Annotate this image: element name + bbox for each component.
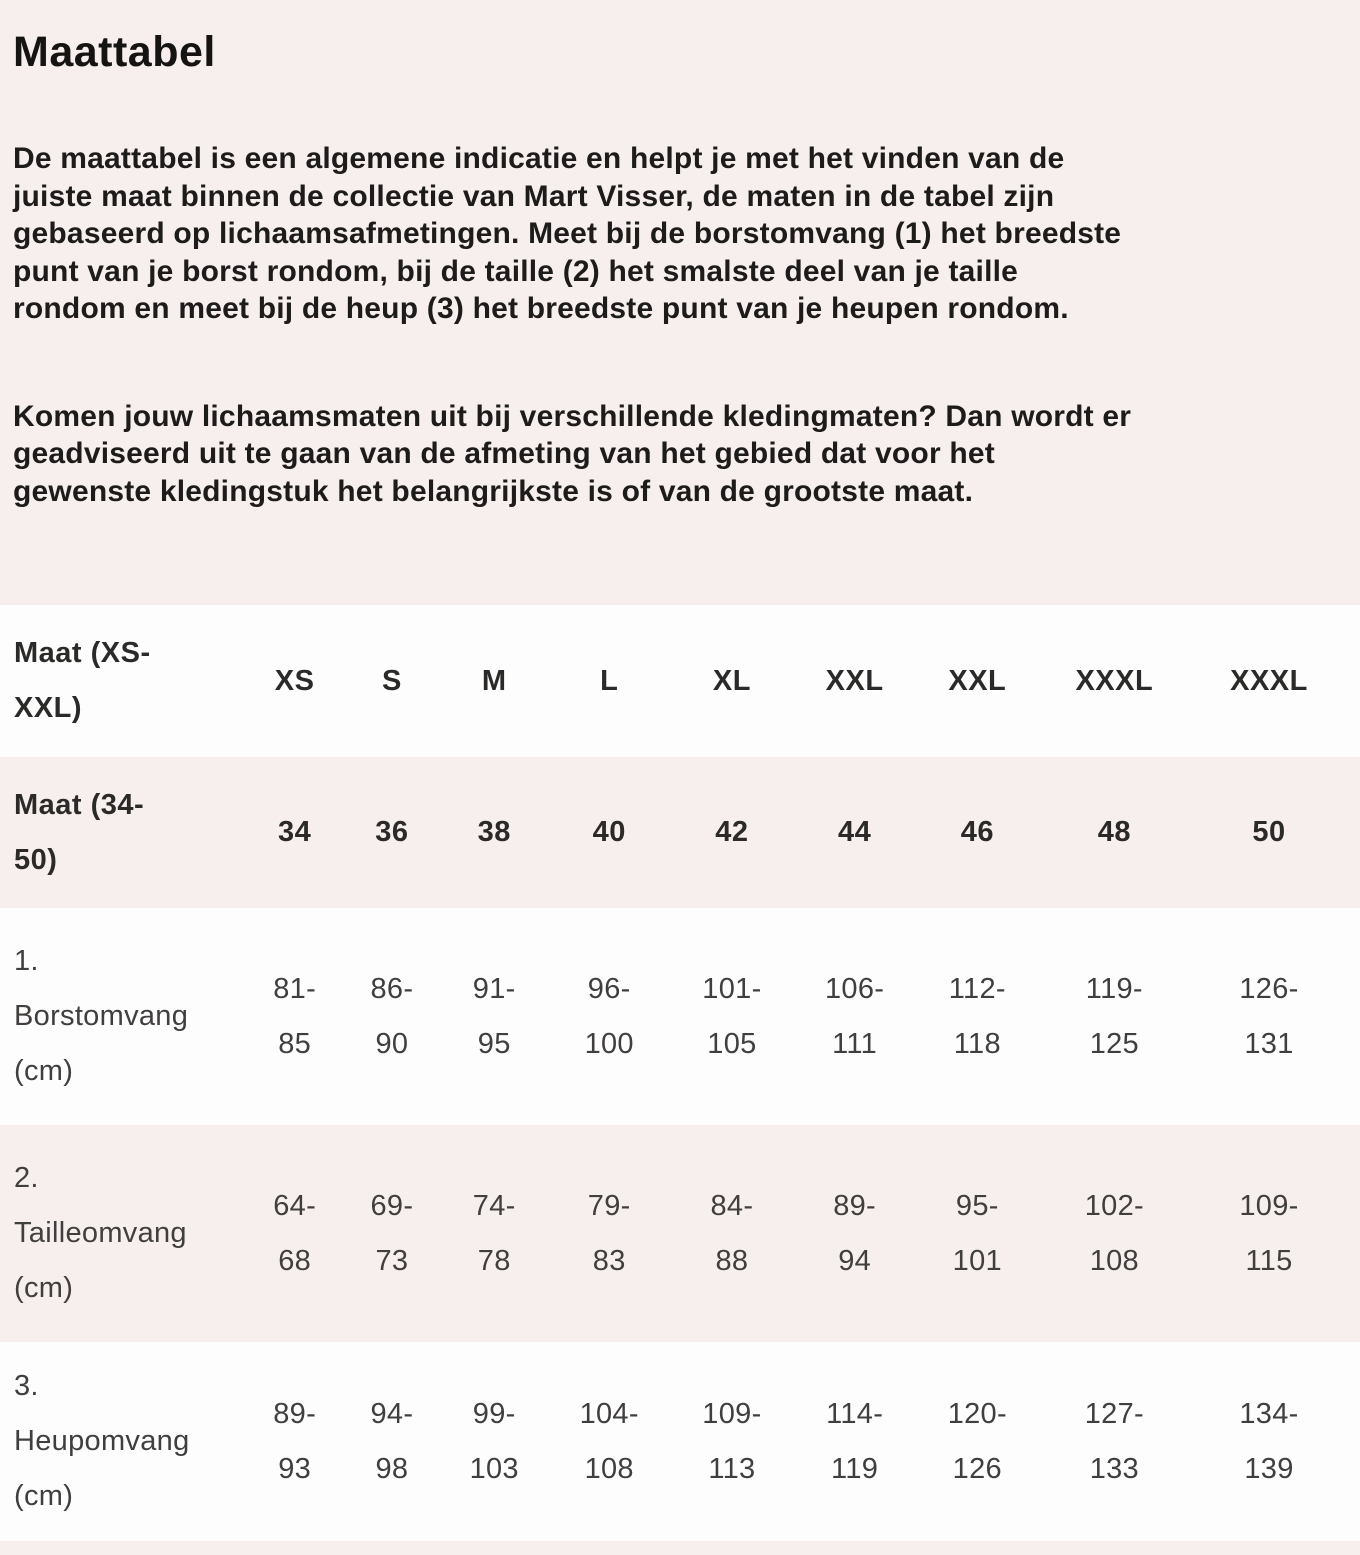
text-line: gebaseerd op lichaamsafmetingen. Meet bij de borstomvang (1) het breedste [13,217,1122,250]
size-value-cell [916,605,1039,757]
label-line: Tailleomvang [14,1217,187,1249]
value-line: XXL [825,664,884,697]
value-line: 126 [952,1452,1002,1485]
label-line: Maat (XS- [14,637,151,669]
value-line: 79- [587,1189,631,1222]
value-line: 108 [1089,1244,1139,1277]
value-line: 112- [948,972,1006,1005]
table-row-maat-numbers [0,757,1360,908]
value-line: 85 [278,1027,312,1060]
size-value-cell [441,908,548,1125]
size-value-cell [793,1125,916,1342]
value-line: 104- [579,1397,639,1430]
value-line: 81- [273,972,317,1005]
value-line: 108 [584,1452,634,1485]
size-value-cell [1190,1342,1360,1541]
label-line: (cm) [14,1055,74,1087]
size-value-cell [1039,605,1190,757]
size-value-cell [1039,1125,1190,1342]
value-line: 111 [832,1027,878,1060]
value-line: 134- [1239,1397,1299,1430]
label-line: XXL) [14,692,83,724]
value-line: 133 [1089,1452,1139,1485]
value-line: 64- [273,1189,317,1222]
value-line: 74- [472,1189,516,1222]
size-table [0,605,1360,1541]
label-line: (cm) [14,1272,74,1304]
size-value-cell [246,1125,343,1342]
value-line: 120- [947,1397,1007,1430]
value-line: 91- [472,972,516,1005]
size-value-cell [793,605,916,757]
value-line: S [382,664,402,697]
value-line: 88 [715,1244,749,1277]
size-value-cell [548,908,671,1125]
value-line: 114- [826,1397,884,1430]
size-value-cell [1039,757,1190,908]
size-value-cell [246,908,343,1125]
value-line: 73 [375,1244,409,1277]
intro-section [0,0,1360,510]
value-line: 131 [1244,1027,1294,1060]
value-line: M [481,664,507,697]
label-line: 1. [14,945,39,977]
value-line: 109- [1239,1189,1299,1222]
size-value-cell [441,605,548,757]
value-line: 95 [477,1027,511,1060]
size-value-cell [793,908,916,1125]
size-value-cell [671,757,794,908]
value-line: 44 [837,816,872,848]
size-value-cell [671,1125,794,1342]
size-value-cell [671,605,794,757]
value-line: 115 [1245,1244,1293,1277]
row-label-maat-numbers [0,757,246,908]
value-line: XXXL [1230,664,1308,697]
value-line: 101 [952,1244,1002,1277]
value-line: 46 [960,816,994,848]
intro-paragraph [13,140,1347,328]
size-value-cell [1190,1125,1360,1342]
value-line: 89- [273,1397,317,1430]
size-value-cell [671,1342,794,1541]
size-value-cell [246,757,343,908]
value-line: 99- [472,1397,516,1430]
value-line: 127- [1084,1397,1144,1430]
size-value-cell [916,1342,1039,1541]
value-line: 89- [833,1189,877,1222]
text-line: gewenste kledingstuk het belangrijkste is of van de grootste maat. [13,474,974,508]
advice-paragraph [13,398,1347,511]
value-line: 101- [702,972,762,1005]
row-label-borstomvang [0,908,246,1125]
table-row-heupomvang [0,1342,1360,1541]
label-line: Heupomvang [14,1425,190,1457]
value-line: 139 [1244,1452,1294,1485]
value-line: 90 [375,1027,409,1060]
size-value-cell [1190,908,1360,1125]
value-line: 113 [708,1452,756,1485]
value-line: 83 [592,1244,626,1277]
value-line: 94- [370,1397,414,1430]
value-line: 100 [584,1027,634,1060]
value-line: 119- [1085,972,1143,1005]
size-value-cell [246,605,343,757]
value-line: 118 [953,1027,1001,1060]
value-line: 86- [370,972,414,1005]
label-line: 3. [14,1370,39,1402]
value-line: L [600,664,619,697]
size-value-cell [548,757,671,908]
text-line: geadviseerd uit te gaan van de afmeting van het gebied dat voor het [13,437,995,470]
value-line: 48 [1097,816,1131,848]
size-value-cell [916,757,1039,908]
size-value-cell [1039,1342,1190,1541]
page-title: Maattabel [13,28,216,76]
value-line: 34 [278,816,312,848]
value-line: 50 [1252,816,1286,848]
size-value-cell [671,908,794,1125]
text-line: juiste maat binnen de collectie van Mart Visser, de maten in de tabel zijn [13,179,1055,213]
label-line: 2. [14,1162,39,1194]
value-line: XXL [948,664,1007,697]
value-line: 119 [831,1452,879,1485]
size-value-cell [548,1342,671,1541]
text-line: De maattabel is een algemene indicatie en helpt je met het vinden van de [13,142,1065,175]
value-line: 84- [710,1189,754,1222]
size-value-cell [246,1342,343,1541]
value-line: XS [274,664,315,697]
value-line: 40 [592,816,626,848]
size-value-cell [916,1125,1039,1342]
value-line: 42 [715,816,749,848]
size-value-cell [343,605,440,757]
value-line: 69- [370,1189,414,1222]
text-line: punt van je borst rondom, bij de taille (2) het smalste deel van je taille [13,254,1019,288]
size-value-cell [343,1125,440,1342]
size-value-cell [1190,757,1360,908]
label-line: (cm) [14,1480,74,1512]
value-line: XL [712,664,751,697]
value-line: XXXL [1075,664,1154,697]
size-value-cell [343,757,440,908]
value-line: 96- [587,972,631,1005]
value-line: 109- [702,1397,762,1430]
size-value-cell [793,757,916,908]
label-line: 50) [14,843,58,876]
value-line: 78 [477,1244,511,1277]
value-line: 106- [824,972,885,1005]
size-value-cell [1039,908,1190,1125]
label-line: Borstomvang [14,1000,189,1032]
size-table-body [0,605,1360,1541]
value-line: 102- [1084,1189,1144,1222]
size-value-cell [793,1342,916,1541]
size-value-cell [441,757,548,908]
table-row-tailleomvang [0,1125,1360,1342]
value-line: 36 [375,816,409,848]
size-value-cell [441,1342,548,1541]
size-value-cell [548,605,671,757]
size-value-cell [1190,605,1360,757]
size-value-cell [916,908,1039,1125]
size-value-cell [343,1342,440,1541]
table-row-maat-letters [0,605,1360,757]
value-line: 98 [375,1452,409,1485]
text-line: Komen jouw lichaamsmaten uit bij verschillende kledingmaten? Dan wordt er [13,399,1132,433]
row-label-maat-letters [0,605,246,757]
value-line: 93 [278,1452,312,1485]
value-line: 38 [477,816,511,848]
size-value-cell [548,1125,671,1342]
text-line: rondom en meet bij de heup (3) het breedste punt van je heupen rondom. [13,292,1069,325]
value-line: 105 [707,1027,757,1060]
size-value-cell [441,1125,548,1342]
value-line: 68 [278,1244,312,1277]
size-value-cell [343,908,440,1125]
value-line: 95- [955,1189,999,1222]
table-row-borstomvang [0,908,1360,1125]
value-line: 103 [469,1452,519,1485]
label-line: Maat (34- [14,788,145,821]
value-line: 126- [1239,972,1299,1005]
row-label-heupomvang [0,1342,246,1541]
row-label-tailleomvang [0,1125,246,1342]
value-line: 94 [838,1244,872,1277]
value-line: 125 [1089,1027,1139,1060]
